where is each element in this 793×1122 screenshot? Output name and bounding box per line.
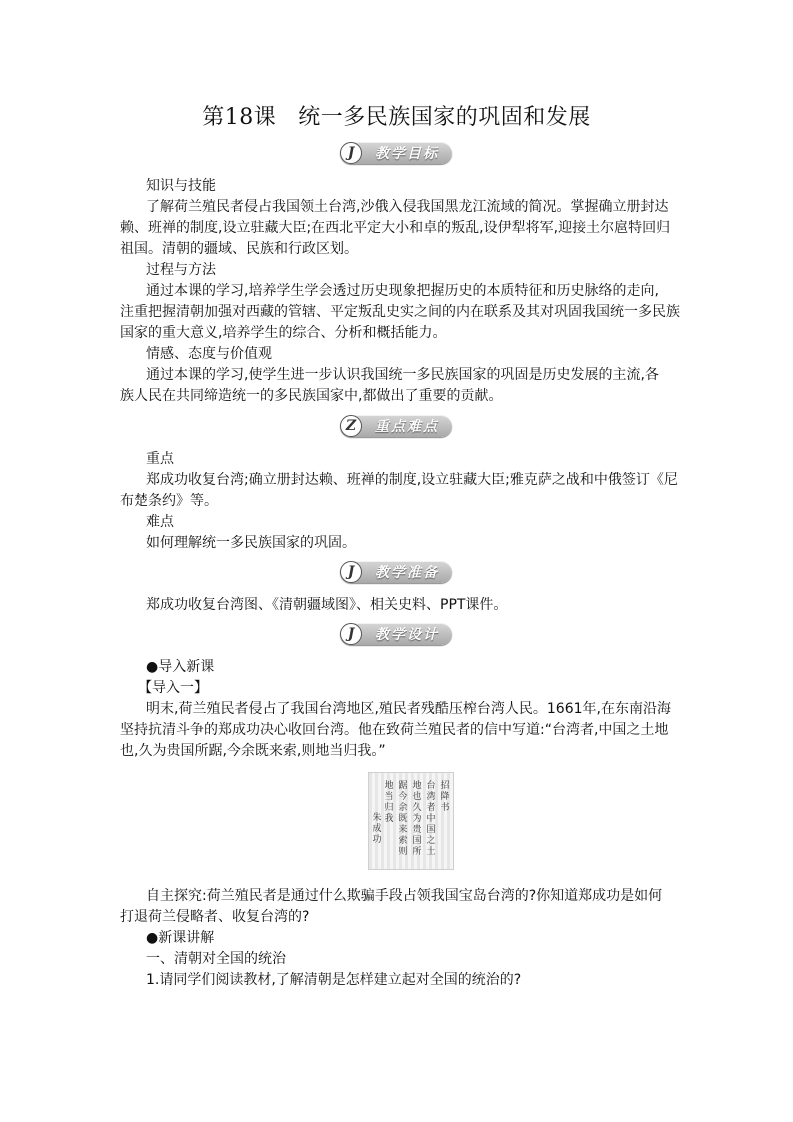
keypoints-key-line: 郑成功收复台湾;确立册封达赖、班禅的制度,设立驻藏大臣;雅克萨之战和中俄签订《尼: [146, 472, 678, 488]
prep-line: 郑成功收复台湾图、《清朝疆域图》、相关史料、PPT课件。: [146, 597, 508, 613]
design-intro-line: 明末,荷兰殖民者侵占了我国台湾地区,殖民者残酷压榨台湾人民。1661年,在东南沿海: [146, 701, 671, 717]
goals-values-line: 族人民在共同缔造统一的多民族国家中,都做出了重要的贡献。: [120, 388, 503, 404]
section-label: 教学目标: [375, 146, 439, 162]
section-icon: J: [340, 561, 362, 583]
scroll-column: 台湾者中国之土: [426, 781, 436, 857]
design-question-one: 1.请同学们阅读教材,了解清朝是怎样建立起对全国的统治的?: [146, 972, 522, 988]
goals-knowledge-line: 了解荷兰殖民者侵占我国领土台湾,沙俄入侵我国黑龙江流域的简况。掌握确立册封达: [146, 199, 669, 215]
design-intro-line: 也,久为贵国所踞,今余既来索,则地当归我。”: [120, 743, 386, 759]
section-badge-design: [340, 623, 452, 645]
scroll-column: 踞今余既来索则: [398, 781, 408, 857]
design-question-line: 自主探究:荷兰殖民者是通过什么欺骗手段占领我国宝岛台湾的?你知道郑成功是如何: [146, 888, 663, 904]
design-heading-intro-one: 【导入一】: [138, 680, 208, 696]
goals-process-line: 通过本课的学习,培养学生学会透过历史现象把握历史的本质特征和历史脉络的走向,: [146, 283, 659, 299]
section-badge-goals: [340, 142, 452, 164]
keypoints-heading-difficult: 难点: [146, 514, 174, 530]
goals-heading-process: 过程与方法: [146, 262, 216, 278]
section-badge-keypoints: [340, 415, 452, 437]
keypoints-key-line: 布楚条约》等。: [120, 493, 218, 509]
goals-process-line: 注重把握清朝加强对西藏的管辖、平定叛乱史实之间的内在联系及其对巩固我国统一多民族: [120, 304, 680, 320]
section-badge-prep: [340, 561, 452, 583]
keypoints-difficult-line: 如何理解统一多民族国家的巩固。: [146, 535, 356, 551]
goals-heading-knowledge: 知识与技能: [146, 178, 216, 194]
design-intro-line: 坚持抗清斗争的郑成功决心收回台湾。他在致荷兰殖民者的信中写道:“台湾者,中国之土地: [120, 722, 669, 738]
section-icon: J: [340, 623, 362, 645]
scroll-column: 招降书: [440, 781, 450, 813]
section-label: 教学设计: [375, 627, 439, 643]
keypoints-heading-key: 重点: [146, 451, 174, 467]
design-heading-lecture: ●新课讲解: [146, 930, 215, 946]
scroll-column: 地也久为贵国所: [412, 781, 422, 857]
scroll-column: 地当归我: [384, 781, 394, 824]
goals-knowledge-line: 赖、班禅的制度,设立驻藏大臣;在西北平定大小和卓的叛乱,设伊犁将军,迎接土尔扈特回归: [120, 220, 671, 236]
goals-process-line: 国家的重大意义,培养学生的综合、分析和概括能力。: [120, 325, 447, 341]
goals-values-line: 通过本课的学习,使学生进一步认识我国统一多民族国家的巩固是历史发展的主流,各: [146, 367, 659, 383]
section-icon: Z: [340, 415, 362, 437]
design-heading-section-one: 一、清朝对全国的统治: [146, 951, 286, 967]
section-icon: J: [340, 142, 362, 164]
letter-scroll-image: [368, 772, 454, 870]
scroll-column: 朱成功: [372, 813, 382, 845]
lesson-name: 统一多民族国家的巩固和发展: [298, 105, 591, 130]
lesson-number: 第18课: [202, 105, 277, 130]
page-title: [0, 100, 793, 131]
section-label: 重点难点: [375, 419, 439, 435]
goals-heading-values: 情感、态度与价值观: [146, 346, 272, 362]
design-question-line: 打退荷兰侵略者、收复台湾的?: [120, 909, 310, 925]
section-label: 教学准备: [375, 565, 439, 581]
goals-knowledge-line: 祖国。清朝的疆域、民族和行政区划。: [120, 241, 358, 257]
design-heading-intro: ●导入新课: [146, 659, 215, 675]
